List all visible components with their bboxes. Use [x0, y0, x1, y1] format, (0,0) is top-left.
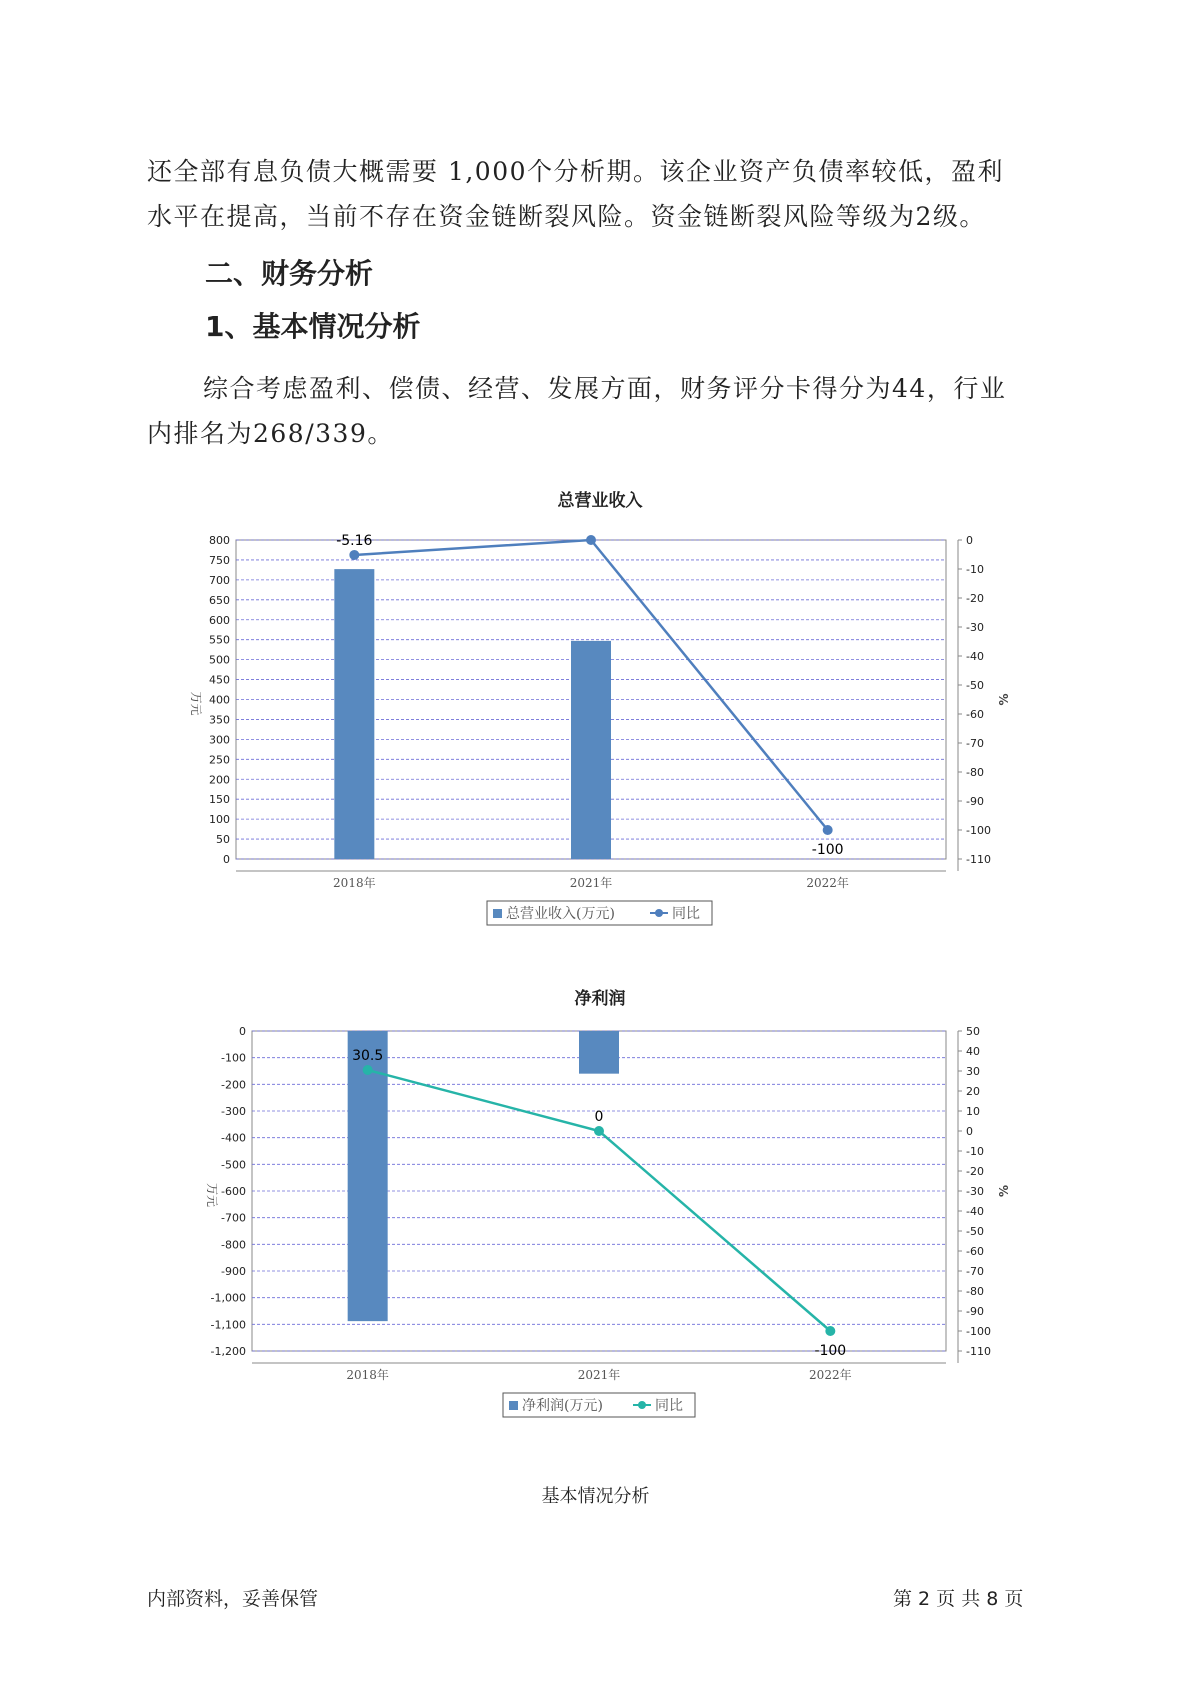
y2-tick-label: -110: [966, 1345, 991, 1358]
y-tick-label: 450: [209, 673, 230, 687]
y-tick-label: 150: [209, 793, 230, 807]
yoy-point: [586, 535, 596, 545]
y-tick-label: 0: [223, 853, 230, 866]
y-tick-label: 300: [209, 733, 230, 747]
bar: [334, 569, 374, 859]
x-tick-label: 2018年: [333, 876, 376, 890]
y-tick-label: 50: [216, 833, 230, 847]
y-tick-label: -500: [221, 1158, 246, 1172]
y-tick-label: 500: [209, 653, 230, 667]
subsection-heading: 1、基本情况分析: [205, 310, 421, 343]
data-label: 0: [594, 1109, 604, 1125]
y2-tick-label: -90: [966, 1305, 984, 1318]
y2-tick-label: -100: [966, 824, 991, 837]
yoy-point: [363, 1065, 373, 1075]
bar: [571, 641, 611, 859]
y-tick-label: 800: [209, 534, 230, 547]
yoy-point: [823, 825, 833, 835]
y2-tick-label: 0: [966, 534, 973, 547]
y2-tick-label: -80: [966, 1285, 984, 1298]
y2-tick-label: -60: [966, 1245, 984, 1258]
legend-label: 同比: [655, 1398, 683, 1414]
legend-label: 总营业收入(万元): [506, 906, 615, 922]
y2-tick-label: 20: [966, 1085, 980, 1098]
y-tick-label: 400: [209, 693, 230, 707]
y2-tick-label: -40: [966, 1205, 984, 1218]
y-tick-label: -200: [221, 1078, 246, 1092]
y-tick-label: 750: [209, 553, 230, 567]
paragraph-line: 水平在提高，当前不存在资金链断裂风险。资金链断裂风险等级为2级。: [147, 202, 986, 231]
legend-label: 净利润(万元): [522, 1398, 603, 1414]
y2-tick-label: -40: [966, 650, 984, 663]
y-tick-label: -1,000: [210, 1291, 246, 1305]
legend-line-marker: [638, 1401, 646, 1409]
x-tick-label: 2021年: [569, 876, 613, 890]
y-axis-title: 万元: [205, 1182, 219, 1208]
paragraph-line: 内排名为268/339。: [147, 419, 394, 448]
y2-tick-label: -50: [966, 1225, 984, 1238]
data-label: -100: [814, 1343, 847, 1359]
data-label: -100: [811, 842, 844, 858]
y2-tick-label: -60: [966, 708, 984, 721]
y2-tick-label: -80: [966, 766, 984, 779]
yoy-point: [825, 1326, 835, 1336]
x-tick-label: 2021年: [577, 1368, 621, 1382]
y-tick-label: 650: [209, 593, 230, 607]
chart-title: 总营业收入: [557, 491, 643, 511]
chart-title: 净利润: [574, 989, 626, 1009]
y2-axis-title: %: [997, 1184, 1011, 1198]
y-tick-label: 700: [209, 573, 230, 587]
y-tick-label: -800: [221, 1238, 246, 1252]
x-tick-label: 2022年: [809, 1368, 852, 1382]
y2-tick-label: -50: [966, 679, 984, 692]
footer-page-number: 第 2 页 共 8 页: [893, 1588, 1024, 1610]
y-tick-label: 100: [209, 813, 230, 827]
revenue-chart: [0, 480, 1191, 940]
y-tick-label: 350: [209, 713, 230, 727]
paragraph-line: 还全部有息负债大概需要 1,000个分析期。该企业资产负债率较低，盈利: [147, 157, 1005, 186]
net-profit-chart: [0, 1000, 1191, 1460]
legend-bar-swatch: [493, 909, 502, 918]
x-tick-label: 2018年: [346, 1368, 389, 1382]
y2-axis-title: %: [997, 693, 1011, 706]
y-tick-label: 250: [209, 753, 230, 767]
section-heading: 二、财务分析: [205, 257, 374, 290]
y2-tick-label: -20: [966, 1165, 984, 1178]
y-tick-label: -300: [221, 1105, 246, 1118]
y-tick-label: -1,100: [210, 1318, 246, 1332]
data-label: -5.16: [336, 532, 373, 549]
yoy-point: [594, 1126, 604, 1136]
yoy-point: [349, 550, 359, 560]
y-tick-label: -100: [221, 1051, 246, 1065]
x-tick-label: 2022年: [806, 876, 849, 890]
y-tick-label: 0: [239, 1025, 246, 1038]
legend-bar-swatch: [509, 1401, 518, 1410]
footer-confidential: 内部资料，妥善保管: [147, 1588, 319, 1610]
y-tick-label: -1,200: [210, 1345, 246, 1358]
y2-tick-label: -20: [966, 592, 984, 605]
y2-tick-label: -90: [966, 795, 984, 808]
y-tick-label: 200: [209, 773, 230, 787]
y2-tick-label: 0: [966, 1125, 973, 1138]
y-tick-label: -600: [221, 1185, 246, 1198]
y2-tick-label: -110: [966, 853, 991, 866]
y2-tick-label: -100: [966, 1325, 991, 1338]
legend-line-marker: [655, 909, 663, 917]
y-tick-label: -900: [221, 1265, 246, 1278]
data-label: 30.5: [352, 1048, 384, 1064]
y-axis-title: 万元: [189, 691, 203, 716]
y-tick-label: -700: [221, 1211, 246, 1225]
y2-tick-label: 40: [966, 1045, 980, 1058]
y2-tick-label: -10: [966, 563, 984, 576]
y-tick-label: 600: [209, 613, 230, 627]
y-tick-label: -400: [221, 1131, 246, 1145]
y2-tick-label: -10: [966, 1145, 984, 1158]
legend-label: 同比: [672, 906, 700, 922]
y2-tick-label: -70: [966, 1265, 984, 1278]
paragraph-line: 综合考虑盈利、偿债、经营、发展方面，财务评分卡得分为44，行业: [203, 374, 1007, 403]
y-tick-label: 550: [209, 633, 230, 647]
y2-tick-label: -70: [966, 737, 984, 750]
y2-tick-label: -30: [966, 621, 984, 634]
y2-tick-label: 10: [966, 1105, 980, 1118]
y2-tick-label: 30: [966, 1065, 980, 1078]
y2-tick-label: -30: [966, 1185, 984, 1198]
y2-tick-label: 50: [966, 1025, 980, 1038]
figure-caption: 基本情况分析: [541, 1486, 650, 1507]
bar: [579, 1031, 619, 1074]
